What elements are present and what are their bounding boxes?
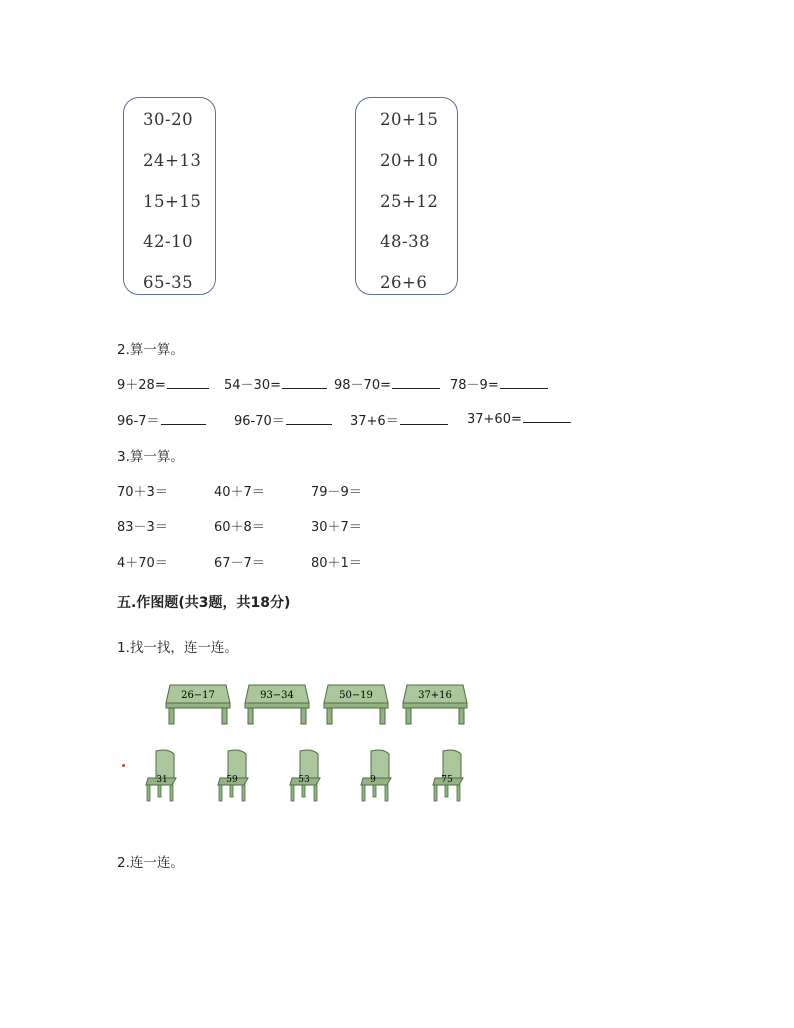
- q2-row-2-item-4: 37+60=: [467, 410, 571, 427]
- chair-5: [429, 748, 469, 802]
- chair-3: [286, 748, 326, 802]
- q3-r1-c3: 79－9＝: [311, 485, 362, 500]
- question-3-title: 3.算一算。: [117, 449, 184, 465]
- q2-row-2-item-3: 37+6＝: [350, 410, 448, 429]
- desk-4: [401, 683, 469, 725]
- left-expression-2: 24+13: [143, 151, 202, 170]
- right-expression-4: 48-38: [380, 232, 431, 251]
- desk-3: [322, 683, 390, 725]
- answer-blank[interactable]: [167, 376, 209, 389]
- right-expression-2: 20+10: [380, 151, 439, 170]
- chair-4-label: 9: [370, 775, 376, 785]
- q3-r2-c1: 83－3＝: [117, 520, 168, 535]
- q3-r2-c2: 60＋8＝: [214, 520, 265, 535]
- desk-3-label: 50−19: [339, 690, 373, 701]
- answer-blank[interactable]: [523, 410, 571, 423]
- q2-row-2-item-2: 96-70＝: [234, 410, 332, 429]
- q2-item: 9＋28=: [117, 378, 209, 393]
- answer-blank[interactable]: [500, 376, 548, 389]
- desk-2-label: 93−34: [260, 690, 294, 701]
- left-expression-4: 42-10: [143, 232, 194, 251]
- chair-1: [142, 748, 182, 802]
- left-expression-5: 65-35: [143, 273, 194, 292]
- section-5-question-1-title: 1.找一找，连一连。: [117, 640, 238, 656]
- desk-1-label: 26−17: [181, 690, 215, 701]
- right-expression-3: 25+12: [380, 192, 439, 211]
- answer-blank[interactable]: [392, 376, 440, 389]
- question-2-title: 2.算一算。: [117, 342, 184, 358]
- desk-4-label: 37+16: [418, 690, 452, 701]
- answer-blank[interactable]: [161, 412, 206, 425]
- q2-row-1: [117, 374, 209, 393]
- q2-row-2-item-1: 96-7＝: [117, 410, 206, 429]
- q3-r2-c3: 30＋7＝: [311, 520, 362, 535]
- q3-r3-c3: 80＋1＝: [311, 556, 362, 571]
- q2-row-1-item-4: 78－9=: [450, 374, 548, 393]
- chair-5-label: 75: [441, 775, 453, 785]
- marker-dot: [122, 764, 125, 767]
- chair-2: [214, 748, 254, 802]
- chair-4: [357, 748, 397, 802]
- q3-r3-c1: 4＋70＝: [117, 556, 168, 571]
- right-expression-5: 26+6: [380, 273, 428, 292]
- answer-blank[interactable]: [282, 376, 327, 389]
- right-expression-1: 20+15: [380, 110, 439, 129]
- q3-r1-c1: 70＋3＝: [117, 485, 168, 500]
- chair-1-label: 31: [156, 775, 168, 785]
- q3-r1-c2: 40＋7＝: [214, 485, 265, 500]
- q3-r3-c2: 67－7＝: [214, 556, 265, 571]
- desk-1: [164, 683, 232, 725]
- desk-2: [243, 683, 311, 725]
- section-5-question-2-title: 2.连一连。: [117, 855, 184, 871]
- chair-2-label: 59: [226, 775, 238, 785]
- left-expression-3: 15+15: [143, 192, 202, 211]
- section-5-title: 五.作图题(共3题，共18分): [117, 595, 291, 611]
- q2-row-1-item-2: 54－30=: [224, 374, 327, 393]
- left-expression-1: 30-20: [143, 110, 194, 129]
- answer-blank[interactable]: [286, 412, 332, 425]
- chair-3-label: 53: [298, 775, 310, 785]
- answer-blank[interactable]: [400, 412, 448, 425]
- q2-row-1-item-3: 98－70=: [334, 374, 440, 393]
